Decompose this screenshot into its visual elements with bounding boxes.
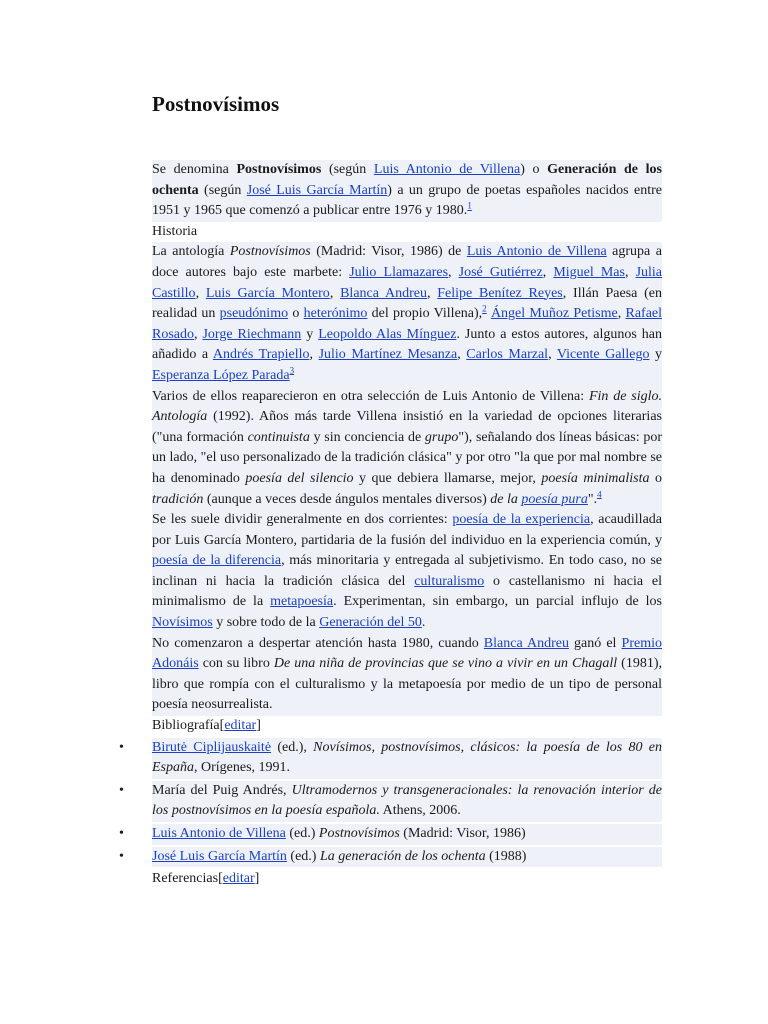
text: , xyxy=(457,347,467,363)
text: Se les suele dividir generalmente en dos corrientes: xyxy=(152,512,453,528)
text: y xyxy=(301,326,319,342)
bold-term: Postnovísimos xyxy=(236,162,322,177)
link-felipe-benitez-reyes[interactable]: Felipe Benítez Reyes xyxy=(437,285,563,301)
reference-link[interactable]: 3 xyxy=(289,365,295,376)
text: , xyxy=(624,264,636,280)
italic-text: grupo xyxy=(424,429,459,445)
reference-link[interactable]: 2 xyxy=(482,303,487,314)
italic-text: Novísimos, postnovísimos, clásicos: la poesía de los 80 en España xyxy=(152,739,662,776)
link-culturalismo[interactable]: culturalismo xyxy=(414,573,485,589)
text: . Junto a estos autores, algunos han añadido a xyxy=(152,326,662,363)
text: y sin conciencia de xyxy=(309,429,425,445)
link-pseudonimo[interactable]: pseudónimo xyxy=(219,306,289,322)
link-miguel-mas[interactable]: Miguel Mas xyxy=(553,264,625,280)
text: , xyxy=(548,347,557,363)
link-blanca-andreu[interactable]: Blanca Andreu xyxy=(340,285,427,301)
text: (1992). Años más tarde Villena insistió en la variedad de opciones literarias ("una formación xyxy=(152,409,662,445)
text: Varios de ellos reaparecieron en otra selección de Luis Antonio de Villena: xyxy=(152,388,589,404)
text: ganó el xyxy=(568,635,622,651)
link-luis-garcia-montero[interactable]: Luis García Montero xyxy=(205,285,330,301)
link-premio-adonais[interactable]: Premio Adonáis xyxy=(152,635,662,672)
text: o xyxy=(649,470,663,486)
link-birute-ciplijauskaite[interactable]: Birutė Ciplijauskaitė xyxy=(152,739,272,755)
italic-text: tradición xyxy=(152,491,204,507)
text: ". xyxy=(587,491,598,507)
reference-link[interactable]: 4 xyxy=(597,488,602,499)
bracket: [ xyxy=(219,718,225,734)
link-blanca-andreu[interactable]: Blanca Andreu xyxy=(483,635,569,651)
text: o xyxy=(288,306,304,322)
link-heteronimo[interactable]: heterónimo xyxy=(303,306,368,322)
text: Athens, 2006. xyxy=(379,803,461,819)
section-label: Referencias xyxy=(152,871,219,887)
link-carlos-marzal[interactable]: Carlos Marzal xyxy=(466,347,549,363)
text: con su libro xyxy=(198,656,274,672)
link-jose-luis-garcia-martin[interactable]: José Luis García Martín xyxy=(152,848,287,864)
link-jose-gutierrez[interactable]: José Gutiérrez xyxy=(458,264,543,280)
text: , xyxy=(195,285,206,301)
edit-link[interactable]: editar xyxy=(224,718,257,734)
text: "), señalando dos líneas básicas: por un lado, "el uso personalizado de la tradición clásica" y por otro "la que por mal nombre se ha denominado xyxy=(152,429,662,486)
text: (Madrid: Visor, 1986) xyxy=(399,826,526,841)
text: (ed.) xyxy=(286,848,320,864)
italic-text: de la xyxy=(490,491,522,507)
bibliography-list xyxy=(119,738,662,868)
text: (según xyxy=(321,162,374,177)
text: (1981), libro que rompía con el culturalismo y la metapoesía por medio de un tipo de personal poesía neosurrealista. xyxy=(152,656,662,713)
text: , acaudillada por Luis García Montero, partidaria de la fusión del individuo en la experiencia común, y xyxy=(152,512,662,548)
list-item xyxy=(119,847,662,868)
link-esperanza-lopez-parada[interactable]: Esperanza López Parada xyxy=(152,367,290,383)
link-luis-antonio-de-villena[interactable]: Luis Antonio de Villena xyxy=(373,162,521,177)
italic-text: De una niña de provincias que se vino a vivir en un Chagall xyxy=(273,656,618,672)
text: , xyxy=(542,264,554,280)
paragraph-antologia xyxy=(152,242,662,386)
text: (1988) xyxy=(485,848,527,864)
article xyxy=(119,90,663,890)
bullet-icon: • xyxy=(119,739,124,755)
text: o castellanismo ni hacia el minimalismo de la xyxy=(152,573,662,610)
text: , xyxy=(194,326,203,342)
text: (ed.), xyxy=(271,739,314,755)
link-vicente-gallego[interactable]: Vicente Gallego xyxy=(556,347,650,363)
section-heading-historia: Historia xyxy=(152,223,198,239)
link-julio-llamazares[interactable]: Julio Llamazares xyxy=(349,264,449,280)
page-title: Postnovísimos xyxy=(152,92,280,116)
text: , xyxy=(448,264,459,280)
text: y sobre todo de la xyxy=(212,615,320,631)
text: del propio Villena), xyxy=(367,306,483,322)
link-luis-antonio-de-villena[interactable]: Luis Antonio de Villena xyxy=(466,244,607,260)
text: ) a un grupo de poetas españoles nacidos entre 1951 y 1965 que comenzó a publicar entre 1976 y 1980. xyxy=(152,182,662,219)
link-poesia-de-la-experiencia[interactable]: poesía de la experiencia xyxy=(452,512,591,528)
edit-link[interactable]: editar xyxy=(222,871,255,887)
bold-term: Generación de los ochenta xyxy=(152,162,662,198)
paragraph-corrientes xyxy=(152,510,662,634)
list-item xyxy=(119,824,662,845)
text: . Experimentan, sin embargo, un parcial influjo de los xyxy=(333,594,662,610)
link-poesia-pura[interactable]: poesía pura xyxy=(521,491,588,507)
list-item xyxy=(119,781,662,822)
text: , xyxy=(617,306,626,322)
bullet-icon: • xyxy=(119,826,124,841)
section-heading-referencias xyxy=(152,869,662,890)
link-metapoesia[interactable]: metapoesía xyxy=(270,594,334,610)
bracket: [ xyxy=(218,871,223,887)
text: (Madrid: Visor, 1986) de xyxy=(310,244,467,260)
intro-paragraph xyxy=(152,160,662,222)
link-andres-trapiello[interactable]: Andrés Trapiello xyxy=(212,347,310,363)
bullet-icon: • xyxy=(119,848,124,864)
text: y que debiera llamarse, mejor, xyxy=(353,470,542,486)
text: (según xyxy=(198,182,247,198)
text: , más minoritaria y entregada al subjetivismo. En todo caso, no se inclinan ni hacia la tradición clásica del xyxy=(152,553,662,589)
text: . xyxy=(421,615,426,631)
text: , Illán Paesa (en realidad un xyxy=(152,285,662,322)
text: No comenzaron a despertar atención hasta 1980, cuando xyxy=(152,635,484,651)
italic-text: continuista xyxy=(247,429,310,445)
paragraph-blanca-andreu xyxy=(152,634,662,716)
text: , xyxy=(426,285,438,301)
link-jose-luis-garcia-martin[interactable]: José Luis García Martín xyxy=(246,182,388,198)
text: María del Puig Andrés, xyxy=(152,782,292,798)
link-jorge-riechmann[interactable]: Jorge Riechmann xyxy=(202,326,302,342)
link-poesia-de-la-diferencia[interactable]: poesía de la diferencia xyxy=(152,553,282,569)
text: , xyxy=(309,347,319,363)
link-angel-munoz-petisme[interactable]: Ángel Muñoz Petisme xyxy=(490,306,618,322)
link-rafael-rosado[interactable]: Rafael Rosado xyxy=(152,306,663,342)
bracket: ] xyxy=(254,871,260,887)
text: La antología xyxy=(152,244,230,260)
text: agrupa a doce autores bajo este marbete: xyxy=(152,244,662,280)
paragraph-fin-de-siglo xyxy=(152,387,662,511)
text: Se denomina xyxy=(152,162,237,177)
italic-text: Postnovísimos xyxy=(229,244,311,260)
link-luis-antonio-de-villena[interactable]: Luis Antonio de Villena xyxy=(152,826,286,841)
link-leopoldo-alas-minguez[interactable]: Leopoldo Alas Mínguez xyxy=(318,326,457,342)
link-novisimos[interactable]: Novísimos xyxy=(152,615,213,631)
italic-text: La generación de los ochenta xyxy=(319,848,486,864)
section-label: Bibliografía xyxy=(152,718,220,734)
italic-text: Postnovísimos xyxy=(318,826,400,841)
link-julio-martinez-mesanza[interactable]: Julio Martínez Mesanza xyxy=(318,347,458,363)
text: (aunque a veces desde ángulos mentales diversos) xyxy=(203,491,491,507)
bracket: ] xyxy=(256,718,261,734)
text: (ed.) xyxy=(285,826,319,841)
text: ) o xyxy=(520,162,548,177)
italic-text: Ultramodernos y transgeneracionales: la renovación interior de los postnovísimos en la poesía española. xyxy=(152,782,662,819)
link-julia-castillo[interactable]: Julia Castillo xyxy=(152,264,663,301)
italic-text: Fin de siglo. Antología xyxy=(152,388,662,425)
bullet-icon: • xyxy=(119,782,124,798)
text: , xyxy=(329,285,341,301)
section-heading-bibliografia xyxy=(152,716,662,737)
italic-text: poesía minimalista xyxy=(541,470,650,486)
reference-link[interactable]: 1 xyxy=(467,200,472,211)
list-item xyxy=(119,738,662,779)
link-generacion-del-50[interactable]: Generación del 50 xyxy=(319,615,422,631)
text: y xyxy=(649,347,663,363)
text: , Orígenes, 1991. xyxy=(194,760,291,776)
italic-text: poesía del silencio xyxy=(245,470,354,486)
